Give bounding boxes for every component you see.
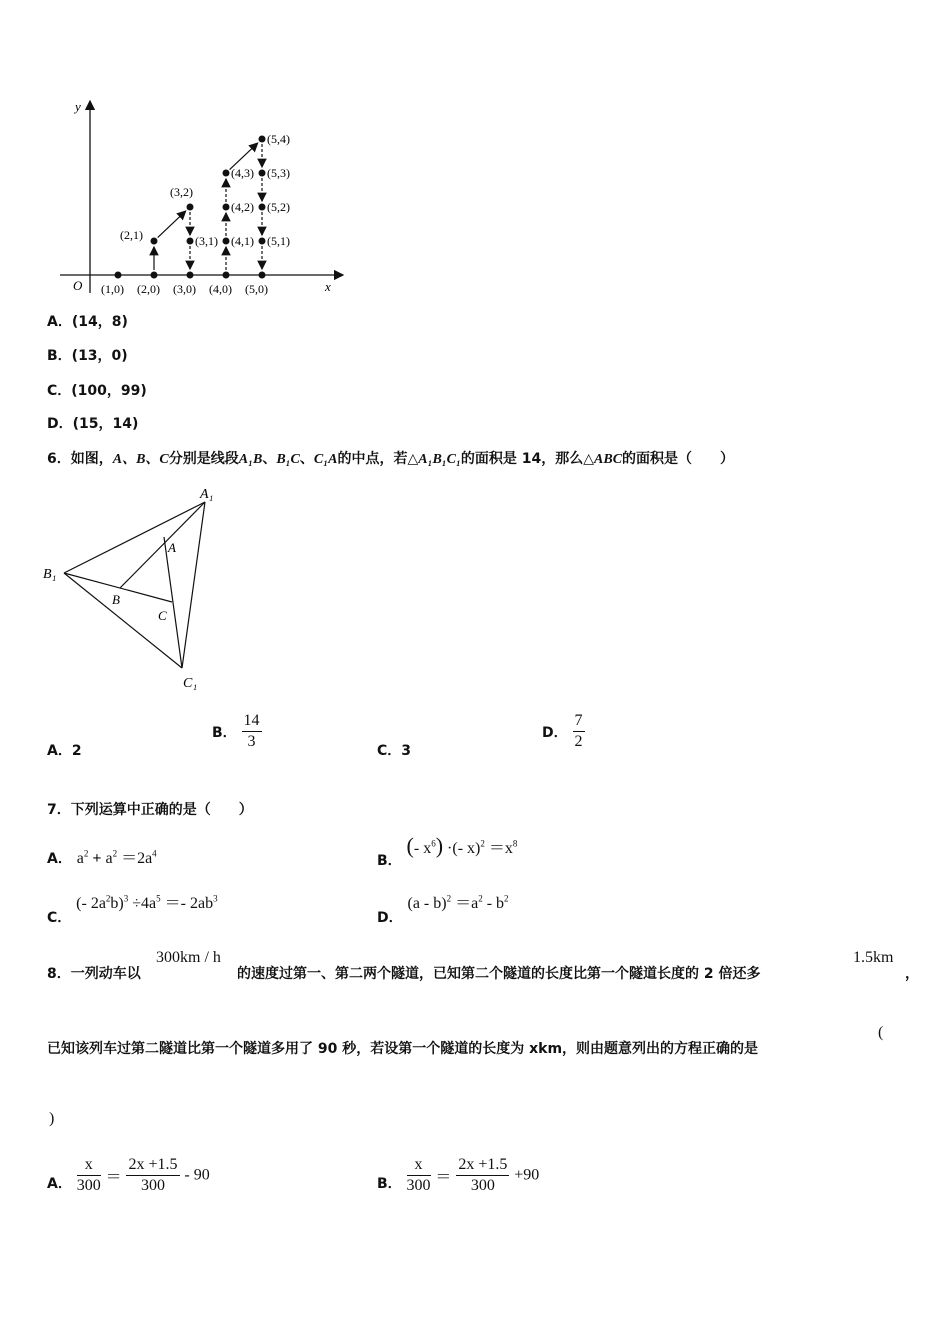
q8-line1-part2: 的速度过第一、第二两个隧道，已知第二个隧道的长度比第一个隧道长度的 2 倍还多 <box>237 966 761 982</box>
graph-point-label: (5,2) <box>267 200 290 214</box>
q8-b-tail: +90 <box>514 1166 540 1184</box>
q7-a-expr: $a^2 + a^2 =2a^4$ <box>76 848 157 867</box>
graph-point <box>223 272 230 279</box>
graph-point <box>151 238 158 245</box>
label-a: A <box>168 540 176 555</box>
q6-stem: 6．如图，A、B、C分别是线段A₁B、B₁C、C₁A的中点，若△A₁B₁C₁的面积是 14，那么△ABC的面积是（ ） <box>47 451 735 467</box>
q5-option-d[interactable]: D．(15，14) <box>47 416 139 432</box>
graph-point-label: (4,0) <box>209 282 232 296</box>
q7-stem: 7．下列运算中正确的是（ ） <box>47 802 253 818</box>
x-axis-label: x <box>325 279 331 294</box>
graph-point-label: (2,1) <box>120 228 143 242</box>
q7-b-expr: (- $x^6$) ·(- $x)^2 =x^8$ <box>406 833 518 858</box>
q8-speed: 300km / h <box>156 949 221 966</box>
graph-point-label: (5,3) <box>267 166 290 180</box>
origin-label: O <box>73 278 83 293</box>
triangle-figure <box>40 480 240 695</box>
q7-c-expr: (- $2a^2b)^3 \div 4a^5 =- 2ab^3$ <box>76 893 218 912</box>
q5-option-b[interactable]: B．(13，0) <box>47 348 128 364</box>
graph-point-label: (3,0) <box>173 282 196 296</box>
graph-point-label: (3,1) <box>195 234 218 248</box>
q7-d-expr: $(a - b)^2 =a^2 - b^2$ <box>407 893 509 912</box>
graph-point <box>259 136 266 143</box>
graph-point-label: (5,4) <box>267 132 290 146</box>
graph-point-label: (2,0) <box>137 282 160 296</box>
fraction-14-3: $\frac{14}{3}$ <box>243 712 260 750</box>
fraction-7-2: $\frac{7}{2}$ <box>574 712 583 750</box>
graph-point-label: (4,3) <box>231 166 254 180</box>
q8-line1-part1: 8．一列动车以 <box>47 966 141 982</box>
seg-c1-a <box>164 537 182 668</box>
q6-option-c[interactable]: C．3 <box>377 743 412 759</box>
q7-option-b[interactable]: B． (- $x^6$) ·(- $x)^2 =x^8$ <box>377 833 518 869</box>
q6-option-d[interactable]: D． $\frac{7}{2}$ <box>542 712 583 750</box>
y-axis-label: y <box>75 99 81 114</box>
graph-point-label: (5,1) <box>267 234 290 248</box>
graph-point <box>223 204 230 211</box>
q5-option-a[interactable]: A．(14，8) <box>47 314 128 330</box>
path-arrow <box>158 211 186 237</box>
edge-a1-c1 <box>182 502 205 668</box>
fraction-2x-plus-1-5-300: $\frac{2x +1.5}{300}$ <box>128 1156 178 1194</box>
label-c: C <box>158 608 167 623</box>
graph-point <box>187 204 194 211</box>
graph-point <box>151 272 158 279</box>
label-a1: A₁ <box>200 487 214 502</box>
q8-extra-length: 1.5km <box>853 949 894 966</box>
fraction-2x-plus-1-5-300: $\frac{2x +1.5}{300}$ <box>458 1156 508 1194</box>
edge-b1-a1 <box>64 502 205 573</box>
label-b: B <box>112 592 120 607</box>
q7-option-a[interactable]: A． $a^2 + a^2 =2a^4$ <box>47 848 157 867</box>
fraction-x-300: $\frac{x}{300}$ <box>406 1156 431 1194</box>
graph-point <box>115 272 122 279</box>
graph-point-label: (5,0) <box>245 282 268 296</box>
graph-point-label: (3,2) <box>170 185 193 199</box>
graph-point <box>259 204 266 211</box>
q7-option-c[interactable]: C． (- $2a^2b)^3 \div 4a^5 =- 2ab^3$ <box>47 893 218 926</box>
graph-point <box>259 238 266 245</box>
q6-option-b[interactable]: B． $\frac{14}{3}$ <box>212 712 260 750</box>
q5-option-c[interactable]: C．(100，99) <box>47 383 147 399</box>
q6-option-a[interactable]: A．2 <box>47 743 82 759</box>
q8-a-tail: - 90 <box>184 1166 210 1184</box>
graph-point <box>259 170 266 177</box>
coordinate-graph <box>55 95 355 300</box>
q7-option-d[interactable]: D． $(a - b)^2 =a^2 - b^2$ <box>377 893 509 926</box>
label-b1: B₁ <box>43 567 57 582</box>
fraction-x-300: $\frac{x}{300}$ <box>76 1156 101 1194</box>
label-c1: C₁ <box>183 676 198 691</box>
q8-left-paren: ( <box>878 1024 884 1041</box>
graph-point-label: (4,2) <box>231 200 254 214</box>
seg-a1-b <box>120 502 205 588</box>
graph-point <box>259 272 266 279</box>
q8-comma: ， <box>905 966 919 982</box>
q8-line2: 已知该列车过第二隧道比第一个隧道多用了 90 秒，若设第一个隧道的长度为 xkm，则由题意列出的方程正确的是 <box>47 1041 759 1057</box>
graph-point-label: (4,1) <box>231 234 254 248</box>
graph-point <box>187 238 194 245</box>
graph-point <box>223 170 230 177</box>
q8-right-paren: ) <box>49 1110 55 1127</box>
q8-option-b[interactable]: B． $\frac{x}{300}$ ＝ $\frac{2x +1.5}{300}$ +90 <box>377 1156 540 1194</box>
graph-point <box>187 272 194 279</box>
graph-point-label: (1,0) <box>101 282 124 296</box>
graph-point <box>223 238 230 245</box>
q8-option-a[interactable]: A． $\frac{x}{300}$ ＝ $\frac{2x +1.5}{300}$ - 90 <box>47 1156 210 1194</box>
